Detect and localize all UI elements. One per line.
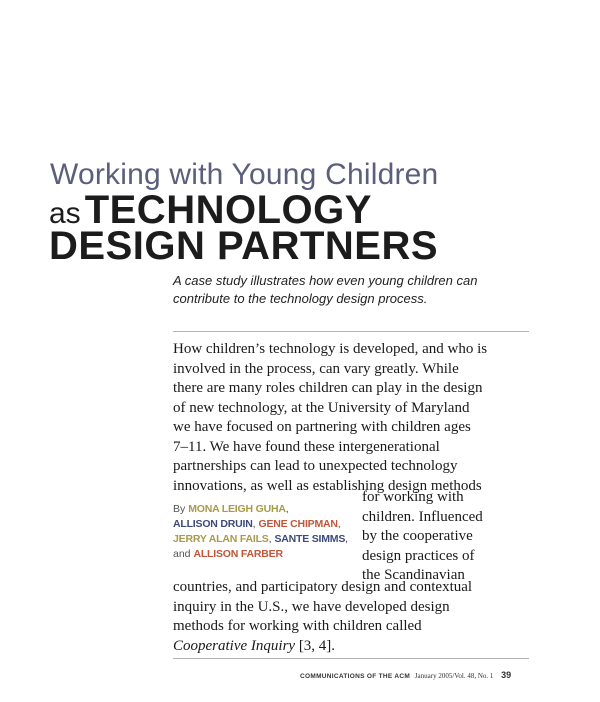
body-bottom-text: countries, and participatory design and contextual inquiry in the U.S., we have developed design methods for working with children called xyxy=(173,579,473,634)
cooperative-inquiry-term: Cooperative Inquiry xyxy=(173,637,296,654)
body-paragraph-bottom xyxy=(173,578,523,656)
author-separator: , xyxy=(345,533,349,545)
headline-title-technology: TECHNOLOGY xyxy=(84,188,372,232)
page-number: 39 xyxy=(501,670,512,680)
headline-line-2 xyxy=(49,224,438,269)
body-paragraph-wrap: for working with children. Influenced by the cooperative design practices of the Scandinavian xyxy=(362,489,483,583)
author-separator: , xyxy=(337,518,341,530)
page-footer xyxy=(300,670,560,680)
author-separator: , xyxy=(252,518,256,530)
author-separator: , xyxy=(285,503,289,515)
headline-title-design-partners: DESIGN PARTNERS xyxy=(49,224,439,268)
byline-prefix: By xyxy=(173,503,186,515)
author-separator: , xyxy=(268,533,272,545)
headline-as-word: as xyxy=(49,197,81,230)
author-name: GENE CHIPMAN xyxy=(258,518,338,530)
author-byline xyxy=(173,502,363,562)
author-name: JERRY ALAN FAILS xyxy=(173,533,269,545)
article-deck: A case study illustrates how even young children can contribute to the technology design process. xyxy=(173,273,478,306)
author-name: ALLISON DRUIN xyxy=(173,518,253,530)
article-kicker: Working with Young Children xyxy=(50,158,439,191)
author-name: SANTE SIMMS xyxy=(274,533,346,545)
issue-info: January 2005/Vol. 48, No. 1 xyxy=(414,672,494,680)
body-paragraph-top: How children’s technology is developed, and who is involved in the process, can vary greatly. While there are many roles children can play in the design of new technology, at the University of Maryland we have focused on partnering with children ages 7–11. We have found these intergenerational partnerships can lead to unexpected technology innovations, as well as establishing design methods xyxy=(173,341,488,494)
deck-divider-rule xyxy=(173,331,529,332)
journal-name: COMMUNICATIONS OF THE ACM xyxy=(300,673,411,680)
byline-and: and xyxy=(173,548,191,560)
author-name: MONA LEIGH GUHA xyxy=(188,503,286,515)
author-name: ALLISON FARBER xyxy=(193,548,283,560)
footer-divider-rule xyxy=(173,658,529,659)
citation-text: [3, 4]. xyxy=(295,637,336,654)
